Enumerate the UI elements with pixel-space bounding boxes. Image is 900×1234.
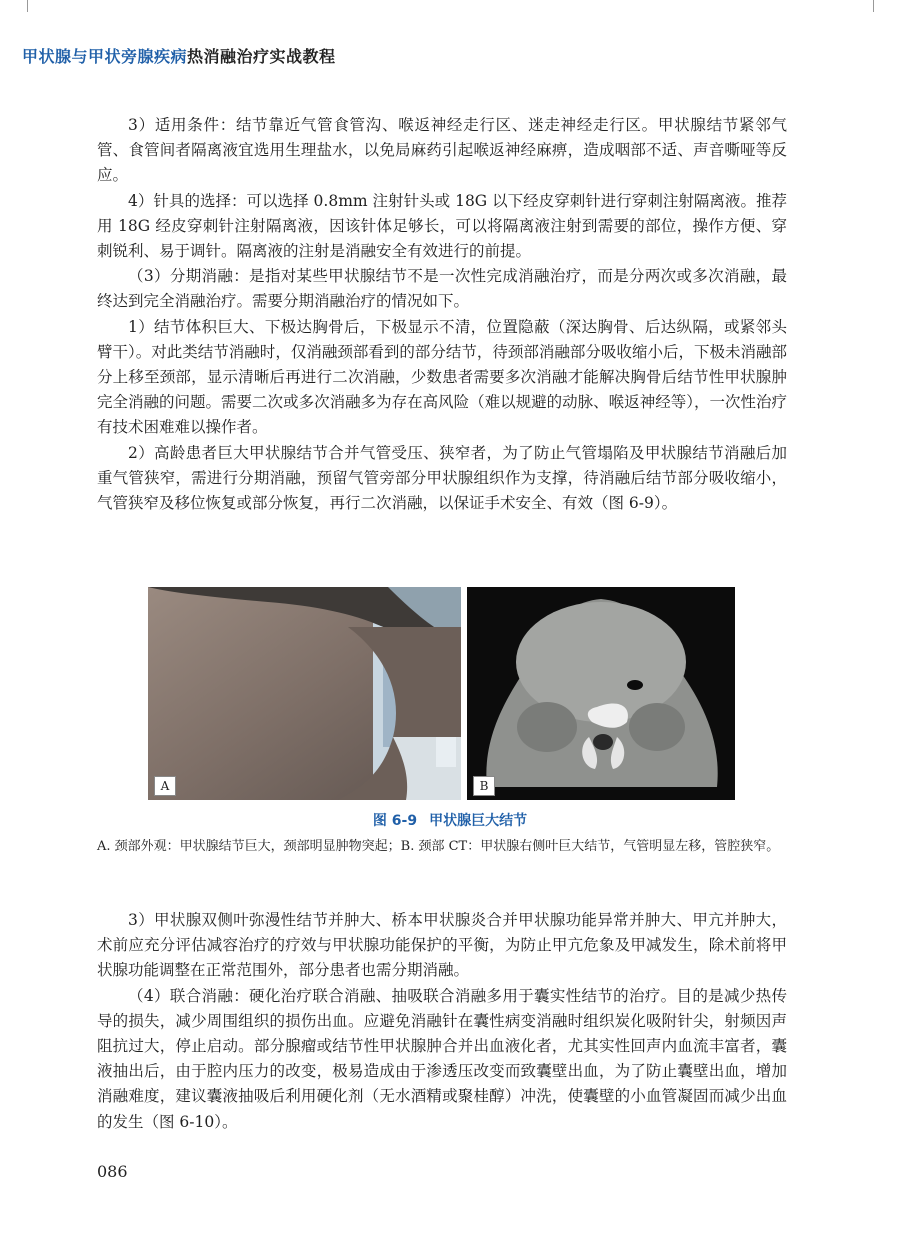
figure-ct-scan [467, 587, 735, 800]
panel-label-a: A [154, 776, 176, 796]
paragraph: （4）联合消融：硬化治疗联合消融、抽吸联合消融多用于囊实性结节的治疗。目的是减少热传导的损失，减少周围组织的损伤出血。应避免消融针在囊性病变消融时组织炭化吸附针尖，射频因声阻抗过大，停止启动。部分腺瘤或结节性甲状腺肿合并出血液化者，尤其实性回声内血流丰富者，囊液抽出后，由于腔内压力的改变，极易造成由于渗透压改变而致囊壁出血，为了防止囊壁出血，增加消融难度，建议囊液抽吸后利用硬化剂（无水酒精或聚桂醇）冲洗，使囊壁的小血管凝固而减少出血的发生（图 6-10）。 [97, 986, 787, 1131]
paragraph: 1）结节体积巨大、下极达胸骨后，下极显示不清，位置隐蔽（深达胸骨、后达纵隔，或紧邻头臂干）。对此类结节消融时，仅消融颈部看到的部分结节，待颈部消融部分吸收缩小后，下极未消融部分上移至颈部，显示清晰后再进行二次消融，少数患者需要多次消融才能解决胸骨后结节性甲状腺肿完全消融的问题。需要二次或多次消融多为存在高风险（难以规避的动脉、喉返神经等），一次性治疗有技术困难难以操作者。 [97, 317, 787, 437]
paragraph: 2）高龄患者巨大甲状腺结节合并气管受压、狭窄者，为了防止气管塌陷及甲状腺结节消融后加重气管狭窄，需进行分期消融，预留气管旁部分甲状腺组织作为支撑，待消融后结节部分吸收缩小，气管狭窄及移位恢复或部分恢复，再行二次消融，以保证手术安全、有效（图 6-9）。 [97, 443, 787, 513]
figure-photo-neck [148, 587, 461, 800]
paragraph: 4）针具的选择：可以选择 0.8mm 注射针头或 18G 以下经皮穿刺针进行穿刺注射隔离液。推荐用 18G 经皮穿刺针注射隔离液，因该针体足够长，可以将隔离液注射到需要的部位，操作方便、穿刺锐利、易于调针。隔离液的注射是消融安全有效进行的前提。 [97, 191, 787, 261]
paragraph: （3）分期消融：是指对某些甲状腺结节不是一次性完成消融治疗，而是分两次或多次消融，最终达到完全消融治疗。需要分期消融治疗的情况如下。 [97, 267, 787, 311]
panel-label-b: B [473, 776, 495, 796]
page-number: 086 [97, 1162, 128, 1181]
ct-scan-illustration [467, 587, 735, 800]
body-text-block-2 [97, 908, 787, 1135]
figure-caption-description: A. 颈部外观：甲状腺结节巨大，颈部明显肿物突起；B. 颈部 CT：甲状腺右侧叶巨大结节，气管明显左移，管腔狭窄。 [97, 839, 780, 854]
header-title-part2: 热消融治疗实战教程 [187, 47, 336, 66]
figure-title: 甲状腺巨大结节 [429, 813, 528, 829]
crop-mark-left [27, 0, 28, 12]
crop-mark-right [873, 0, 874, 12]
paragraph: 3）甲状腺双侧叶弥漫性结节并肿大、桥本甲状腺炎合并甲状腺功能异常并肿大、甲亢并肿大，术前应充分评估减容治疗的疗效与甲状腺功能保护的平衡，为防止甲亢危象及甲减发生，除术前将甲状腺功能调整在正常范围外，部分患者也需分期消融。 [97, 911, 787, 980]
header-title-part1: 甲状腺与甲状旁腺疾病 [22, 47, 188, 66]
neck-photo-illustration [148, 587, 461, 800]
figure-number: 图 6-9 [372, 813, 418, 829]
figure-caption-title [0, 810, 900, 830]
paragraph: 3）适用条件：结节靠近气管食管沟、喉返神经走行区、迷走神经走行区。甲状腺结节紧邻气管、食管间者隔离液宜选用生理盐水，以免局麻药引起喉返神经麻痹，造成咽部不适、声音嘶哑等反应。 [97, 116, 787, 185]
body-text-block-1 [97, 113, 787, 516]
running-header [22, 44, 336, 67]
